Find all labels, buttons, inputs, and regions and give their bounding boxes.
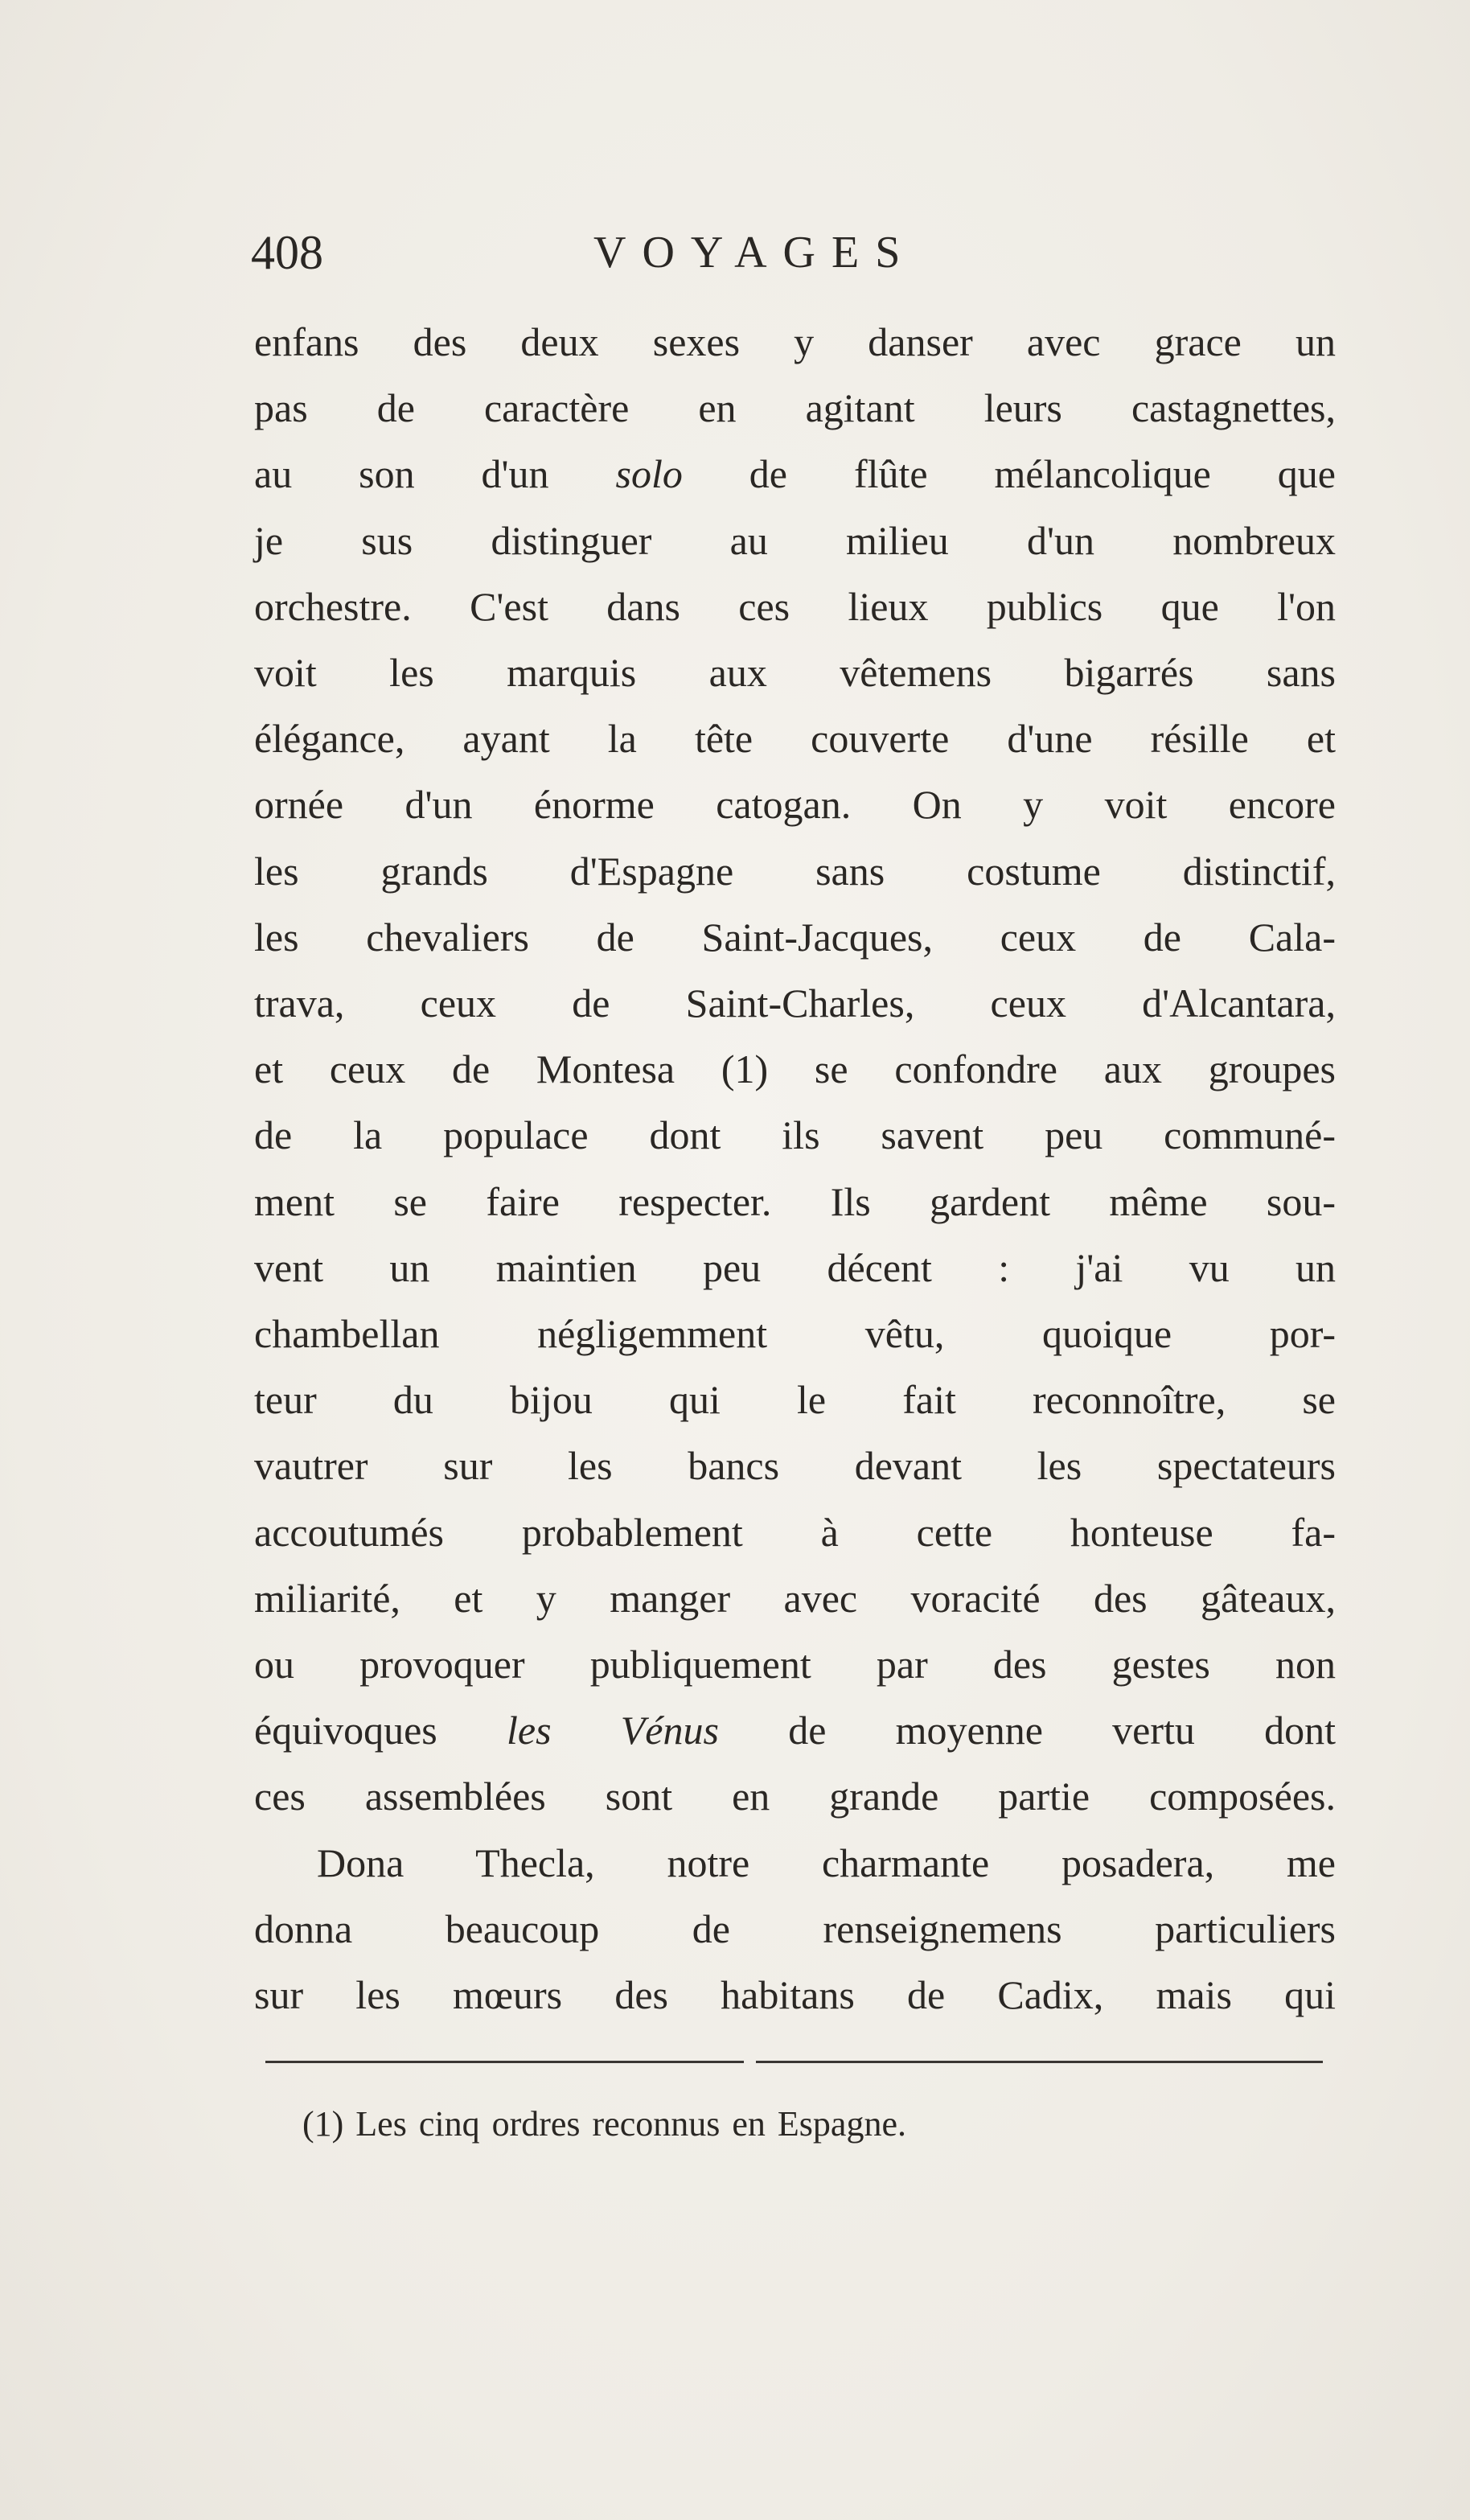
text-line: [317, 1839, 1336, 1887]
footnote-rule-right: [756, 2061, 1323, 2063]
line-content: [254, 1508, 1336, 1556]
line-content: [254, 648, 1336, 697]
line-content: [254, 516, 1336, 565]
line-content: [254, 780, 1336, 828]
line-content: [254, 979, 1336, 1027]
text-line: [254, 516, 1336, 565]
text-run: ces assemblées sont en grande partie composées.: [254, 1774, 1336, 1819]
line-content: [317, 1839, 1336, 1887]
text-run: de flûte mélancolique que: [682, 451, 1336, 497]
running-title: VOYAGES: [593, 228, 917, 277]
line-content: [254, 1574, 1336, 1622]
text-run: les grands d'Espagne sans costume distinctif,: [254, 848, 1336, 894]
text-run: vent un maintien peu décent : j'ai vu un: [254, 1244, 1336, 1290]
text-run: ment se faire respecter. Ils gardent même sou-: [254, 1178, 1336, 1224]
text-line: [254, 1375, 1336, 1424]
line-content: [254, 714, 1336, 763]
text-line: [254, 1045, 1336, 1093]
line-content: [254, 1640, 1336, 1688]
page-number: 408: [251, 226, 323, 279]
text-run: voit les marquis aux vêtemens bigarrés sans: [254, 650, 1336, 695]
text-run: Dona Thecla, notre charmante posadera, me: [317, 1840, 1336, 1885]
text-run: donna beaucoup de renseignemens particuliers: [254, 1905, 1336, 1951]
text-run: orchestre. C'est dans ces lieux publics que l'on: [254, 583, 1336, 629]
text-line: [254, 1706, 1336, 1754]
text-line: [254, 1574, 1336, 1622]
line-content: [254, 1905, 1336, 1953]
text-run: de la populace dont ils savent peu communé-: [254, 1112, 1336, 1158]
text-run: les chevaliers de Saint-Jacques, ceux de Cala-: [254, 914, 1336, 960]
text-run: équivoques: [254, 1708, 507, 1753]
text-run: élégance, ayant la tête couverte d'une résille et: [254, 716, 1336, 762]
text-line: [254, 913, 1336, 961]
text-run: et ceux de Montesa (1) se confondre aux groupes: [254, 1046, 1336, 1092]
text-line: [254, 1441, 1336, 1490]
text-line: [254, 384, 1336, 432]
text-line: [254, 1178, 1336, 1226]
line-content: [254, 847, 1336, 895]
line-content: [254, 1244, 1336, 1292]
text-line: [254, 1309, 1336, 1358]
text-run: pas de caractère en agitant leurs castagnettes,: [254, 385, 1336, 431]
line-content: [254, 1045, 1336, 1093]
footnote-rule-left: [265, 2061, 744, 2063]
line-content: [254, 1441, 1336, 1490]
text-run: ornée d'un énorme catogan. On y voit encore: [254, 782, 1336, 828]
text-run: chambellan négligemment vêtu, quoique por-: [254, 1311, 1336, 1356]
text-line: [254, 1905, 1336, 1953]
text-line: [254, 780, 1336, 828]
line-content: [254, 1178, 1336, 1226]
text-run: de moyenne vertu dont: [718, 1708, 1337, 1753]
text-run: je sus distinguer au milieu d'un nombreux: [254, 517, 1336, 563]
text-line: [254, 1772, 1336, 1820]
text-line: [254, 582, 1336, 631]
line-content: [254, 1111, 1336, 1159]
line-content: [254, 582, 1336, 631]
text-run: enfans des deux sexes y danser avec grace un: [254, 319, 1336, 364]
italic-text: solo: [615, 451, 683, 497]
line-content: [254, 384, 1336, 432]
line-content: [254, 1375, 1336, 1424]
text-line: [254, 979, 1336, 1027]
italic-text: les Vénus: [506, 1708, 719, 1753]
text-line: [254, 450, 1336, 498]
line-content: [254, 318, 1336, 366]
text-line: [254, 1640, 1336, 1688]
text-run: trava, ceux de Saint-Charles, ceux d'Alcantara,: [254, 980, 1336, 1026]
text-run: sur les mœurs des habitans de Cadix, mais qui: [254, 1972, 1336, 2017]
text-line: [254, 1971, 1336, 2019]
footnote: (1) Les cinq ordres reconnus en Espagne.: [302, 2104, 906, 2144]
line-content: [254, 913, 1336, 961]
text-run: ou provoquer publiquement par des gestes non: [254, 1642, 1336, 1687]
text-line: [254, 714, 1336, 763]
text-line: [254, 318, 1336, 366]
text-line: [254, 648, 1336, 697]
line-content: [254, 1706, 1336, 1754]
text-line: [254, 1508, 1336, 1556]
line-content: [254, 1309, 1336, 1358]
line-content: [254, 1971, 1336, 2019]
text-run: vautrer sur les bancs devant les spectateurs: [254, 1443, 1336, 1489]
text-line: [254, 1244, 1336, 1292]
line-content: [254, 450, 1336, 498]
text-run: au son d'un: [254, 451, 616, 497]
line-content: [254, 1772, 1336, 1820]
text-run: accoutumés probablement à cette honteuse fa-: [254, 1509, 1336, 1555]
text-line: [254, 1111, 1336, 1159]
text-run: miliarité, et y manger avec voracité des gâteaux,: [254, 1575, 1336, 1621]
text-line: [254, 847, 1336, 895]
text-run: teur du bijou qui le fait reconnoître, se: [254, 1377, 1336, 1423]
